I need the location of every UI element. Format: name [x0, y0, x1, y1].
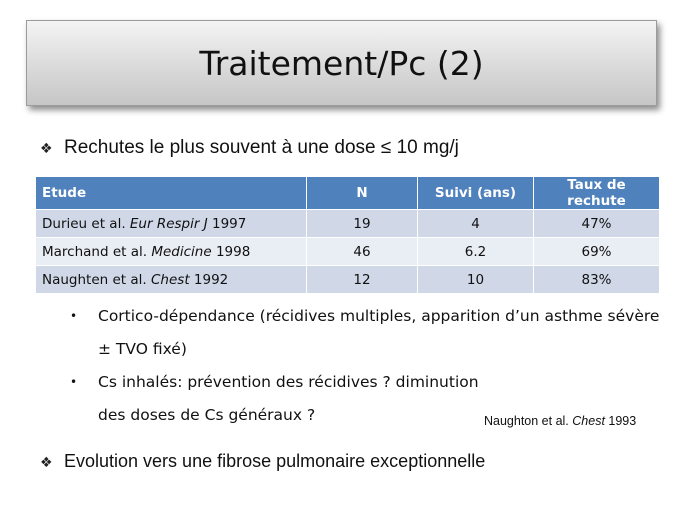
list-item: [70, 300, 660, 366]
relapse-table: [36, 177, 659, 293]
header-suivi: Suivi (ans): [418, 177, 534, 210]
table-row: [36, 266, 659, 294]
table-row: [36, 238, 659, 266]
title-box: [26, 20, 657, 106]
bullet-relapse-text: Rechutes le plus souvent à une dose ≤ 10 mg/j: [64, 137, 459, 158]
cell-study: Marchand et al. Medicine 1998: [36, 238, 307, 266]
cell-n: 46: [307, 238, 418, 266]
cell-followup: 10: [418, 266, 534, 294]
diamond-bullet-icon: ❖: [40, 141, 53, 157]
cell-study: Naughten et al. Chest 1992: [36, 266, 307, 294]
diamond-bullet-icon: ❖: [40, 455, 53, 471]
cell-rate: 69%: [534, 238, 660, 266]
cell-n: 12: [307, 266, 418, 294]
sub-bullet-list: [70, 300, 660, 432]
cell-rate: 83%: [534, 266, 660, 294]
header-etude: Etude: [36, 177, 307, 210]
cell-study: Durieu et al. Eur Respir J 1997: [36, 210, 307, 238]
bullet-fibrosis-text: Evolution vers une fibrose pulmonaire exceptionnelle: [64, 451, 486, 471]
table-row: [36, 210, 659, 238]
header-n: N: [307, 177, 418, 210]
header-taux: Taux de rechute: [534, 177, 660, 210]
cell-followup: 4: [418, 210, 534, 238]
bullet-dot-icon: •: [70, 375, 78, 389]
cell-rate: 47%: [534, 210, 660, 238]
cell-followup: 6.2: [418, 238, 534, 266]
list-item-text: Cs inhalés: prévention des récidives ? diminution des doses de Cs généraux ?: [98, 373, 479, 424]
slide-title: Traitement/Pc (2): [199, 43, 484, 83]
table-header-row: [36, 177, 659, 210]
cell-n: 19: [307, 210, 418, 238]
bullet-relapse: [40, 137, 459, 159]
bullet-dot-icon: •: [70, 309, 78, 323]
list-item-text: Cortico-dépendance (récidives multiples, apparition d’un asthme sévère ± TVO fixé): [98, 307, 660, 358]
bullet-fibrosis: [40, 451, 485, 472]
reference-citation: Naughton et al. Chest 1993: [484, 414, 637, 428]
